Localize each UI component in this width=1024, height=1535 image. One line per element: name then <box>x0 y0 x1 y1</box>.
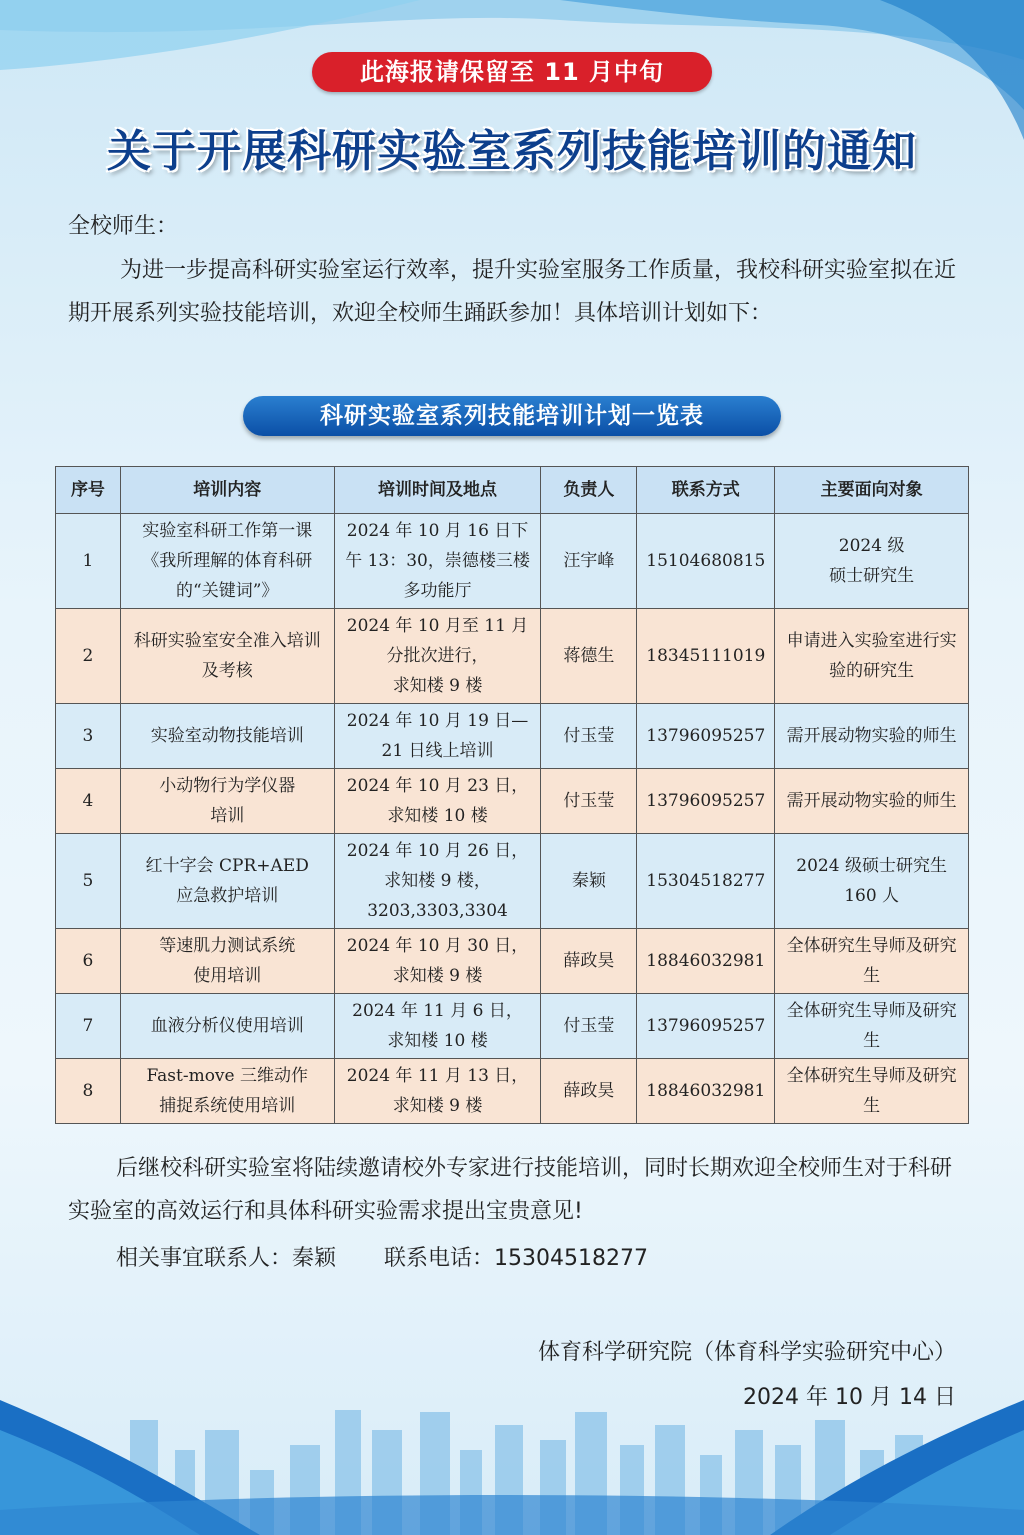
cell-content: 科研实验室安全准入培训及考核 <box>120 609 334 704</box>
cell-content: 血液分析仪使用培训 <box>120 994 334 1059</box>
cell-time: 2024 年 10 月至 11 月分批次进行， 求知楼 9 楼 <box>334 609 541 704</box>
cell-no: 7 <box>56 994 121 1059</box>
contact-person: 相关事宜联系人：秦颖 <box>116 1246 337 1271</box>
cell-audience: 2024 级硕士研究生 160 人 <box>775 834 969 929</box>
retain-notice-banner: 此海报请保留至 11 月中旬 <box>312 52 712 92</box>
cell-person: 秦颖 <box>541 834 637 929</box>
cell-no: 3 <box>56 704 121 769</box>
table-row <box>56 834 969 929</box>
cell-audience: 需开展动物实验的师生 <box>775 769 969 834</box>
table-row <box>56 514 969 609</box>
cell-time: 2024 年 10 月 19 日—21 日线上培训 <box>334 704 541 769</box>
intro-paragraph: 为进一步提高科研实验室运行效率，提升实验室服务工作质量，我校科研实验室拟在近期开展系列实验技能培训，欢迎全校师生踊跃参加！具体培训计划如下： <box>68 258 957 326</box>
cell-no: 5 <box>56 834 121 929</box>
cell-phone: 18345111019 <box>637 609 775 704</box>
cell-content: 小动物行为学仪器 培训 <box>120 769 334 834</box>
cell-audience: 全体研究生导师及研究生 <box>775 1059 969 1124</box>
cell-content: 实验室科研工作第一课《我所理解的体育科研的“关键词”》 <box>120 514 334 609</box>
header-phone: 联系方式 <box>637 467 775 514</box>
training-plan-table <box>55 466 969 1124</box>
cell-time: 2024 年 11 月 6 日， 求知楼 10 楼 <box>334 994 541 1059</box>
issue-date: 2024 年 10 月 14 日 <box>743 1385 956 1410</box>
cell-time: 2024 年 11 月 13 日， 求知楼 9 楼 <box>334 1059 541 1124</box>
cell-no: 2 <box>56 609 121 704</box>
cell-no: 1 <box>56 514 121 609</box>
cell-no: 8 <box>56 1059 121 1124</box>
cell-content: 实验室动物技能培训 <box>120 704 334 769</box>
cell-audience: 申请进入实验室进行实验的研究生 <box>775 609 969 704</box>
cell-phone: 18846032981 <box>637 1059 775 1124</box>
cell-time: 2024 年 10 月 16 日下午 13：30，崇德楼三楼多功能厅 <box>334 514 541 609</box>
table-header-row <box>56 467 969 514</box>
header-time: 培训时间及地点 <box>334 467 541 514</box>
cell-person: 蒋德生 <box>541 609 637 704</box>
cell-person: 汪宇峰 <box>541 514 637 609</box>
cell-audience: 全体研究生导师及研究生 <box>775 929 969 994</box>
cell-phone: 13796095257 <box>637 704 775 769</box>
cell-content: 等速肌力测试系统 使用培训 <box>120 929 334 994</box>
cell-content: Fast-move 三维动作 捕捉系统使用培训 <box>120 1059 334 1124</box>
table-row <box>56 1059 969 1124</box>
issuing-organization: 体育科学研究院（体育科学实验研究中心） <box>537 1340 956 1365</box>
table-row <box>56 704 969 769</box>
header-content: 培训内容 <box>120 467 334 514</box>
page-title: 关于开展科研实验室系列技能培训的通知 <box>107 126 917 177</box>
contact-line <box>68 1237 958 1280</box>
table-row <box>56 609 969 704</box>
table-row <box>56 769 969 834</box>
table-row <box>56 994 969 1059</box>
cell-phone: 13796095257 <box>637 769 775 834</box>
footer-paragraph: 后继校科研实验室将陆续邀请校外专家进行技能培训，同时长期欢迎全校师生对于科研实验室的高效运行和具体科研实验需求提出宝贵意见! <box>68 1156 953 1224</box>
contact-phone: 联系电话：15304518277 <box>384 1246 648 1271</box>
cell-audience: 需开展动物实验的师生 <box>775 704 969 769</box>
cell-phone: 15304518277 <box>637 834 775 929</box>
cell-phone: 15104680815 <box>637 514 775 609</box>
cell-person: 付玉莹 <box>541 769 637 834</box>
cell-audience: 2024 级 硕士研究生 <box>775 514 969 609</box>
cell-person: 付玉莹 <box>541 704 637 769</box>
cell-phone: 13796095257 <box>637 994 775 1059</box>
cell-time: 2024 年 10 月 30 日， 求知楼 9 楼 <box>334 929 541 994</box>
table-title: 科研实验室系列技能培训计划一览表 <box>243 396 781 436</box>
header-person: 负责人 <box>541 467 637 514</box>
cell-person: 薛政昊 <box>541 1059 637 1124</box>
cell-no: 4 <box>56 769 121 834</box>
cell-person: 薛政昊 <box>541 929 637 994</box>
cell-person: 付玉莹 <box>541 994 637 1059</box>
header-audience: 主要面向对象 <box>775 467 969 514</box>
cell-time: 2024 年 10 月 26 日， 求知楼 9 楼， 3203,3303,3304 <box>334 834 541 929</box>
salutation: 全校师生： <box>68 214 179 239</box>
cell-no: 6 <box>56 929 121 994</box>
cell-content: 红十字会 CPR+AED 应急救护培训 <box>120 834 334 929</box>
table-row <box>56 929 969 994</box>
header-no: 序号 <box>56 467 121 514</box>
cell-audience: 全体研究生导师及研究生 <box>775 994 969 1059</box>
cell-time: 2024 年 10 月 23 日， 求知楼 10 楼 <box>334 769 541 834</box>
cell-phone: 18846032981 <box>637 929 775 994</box>
